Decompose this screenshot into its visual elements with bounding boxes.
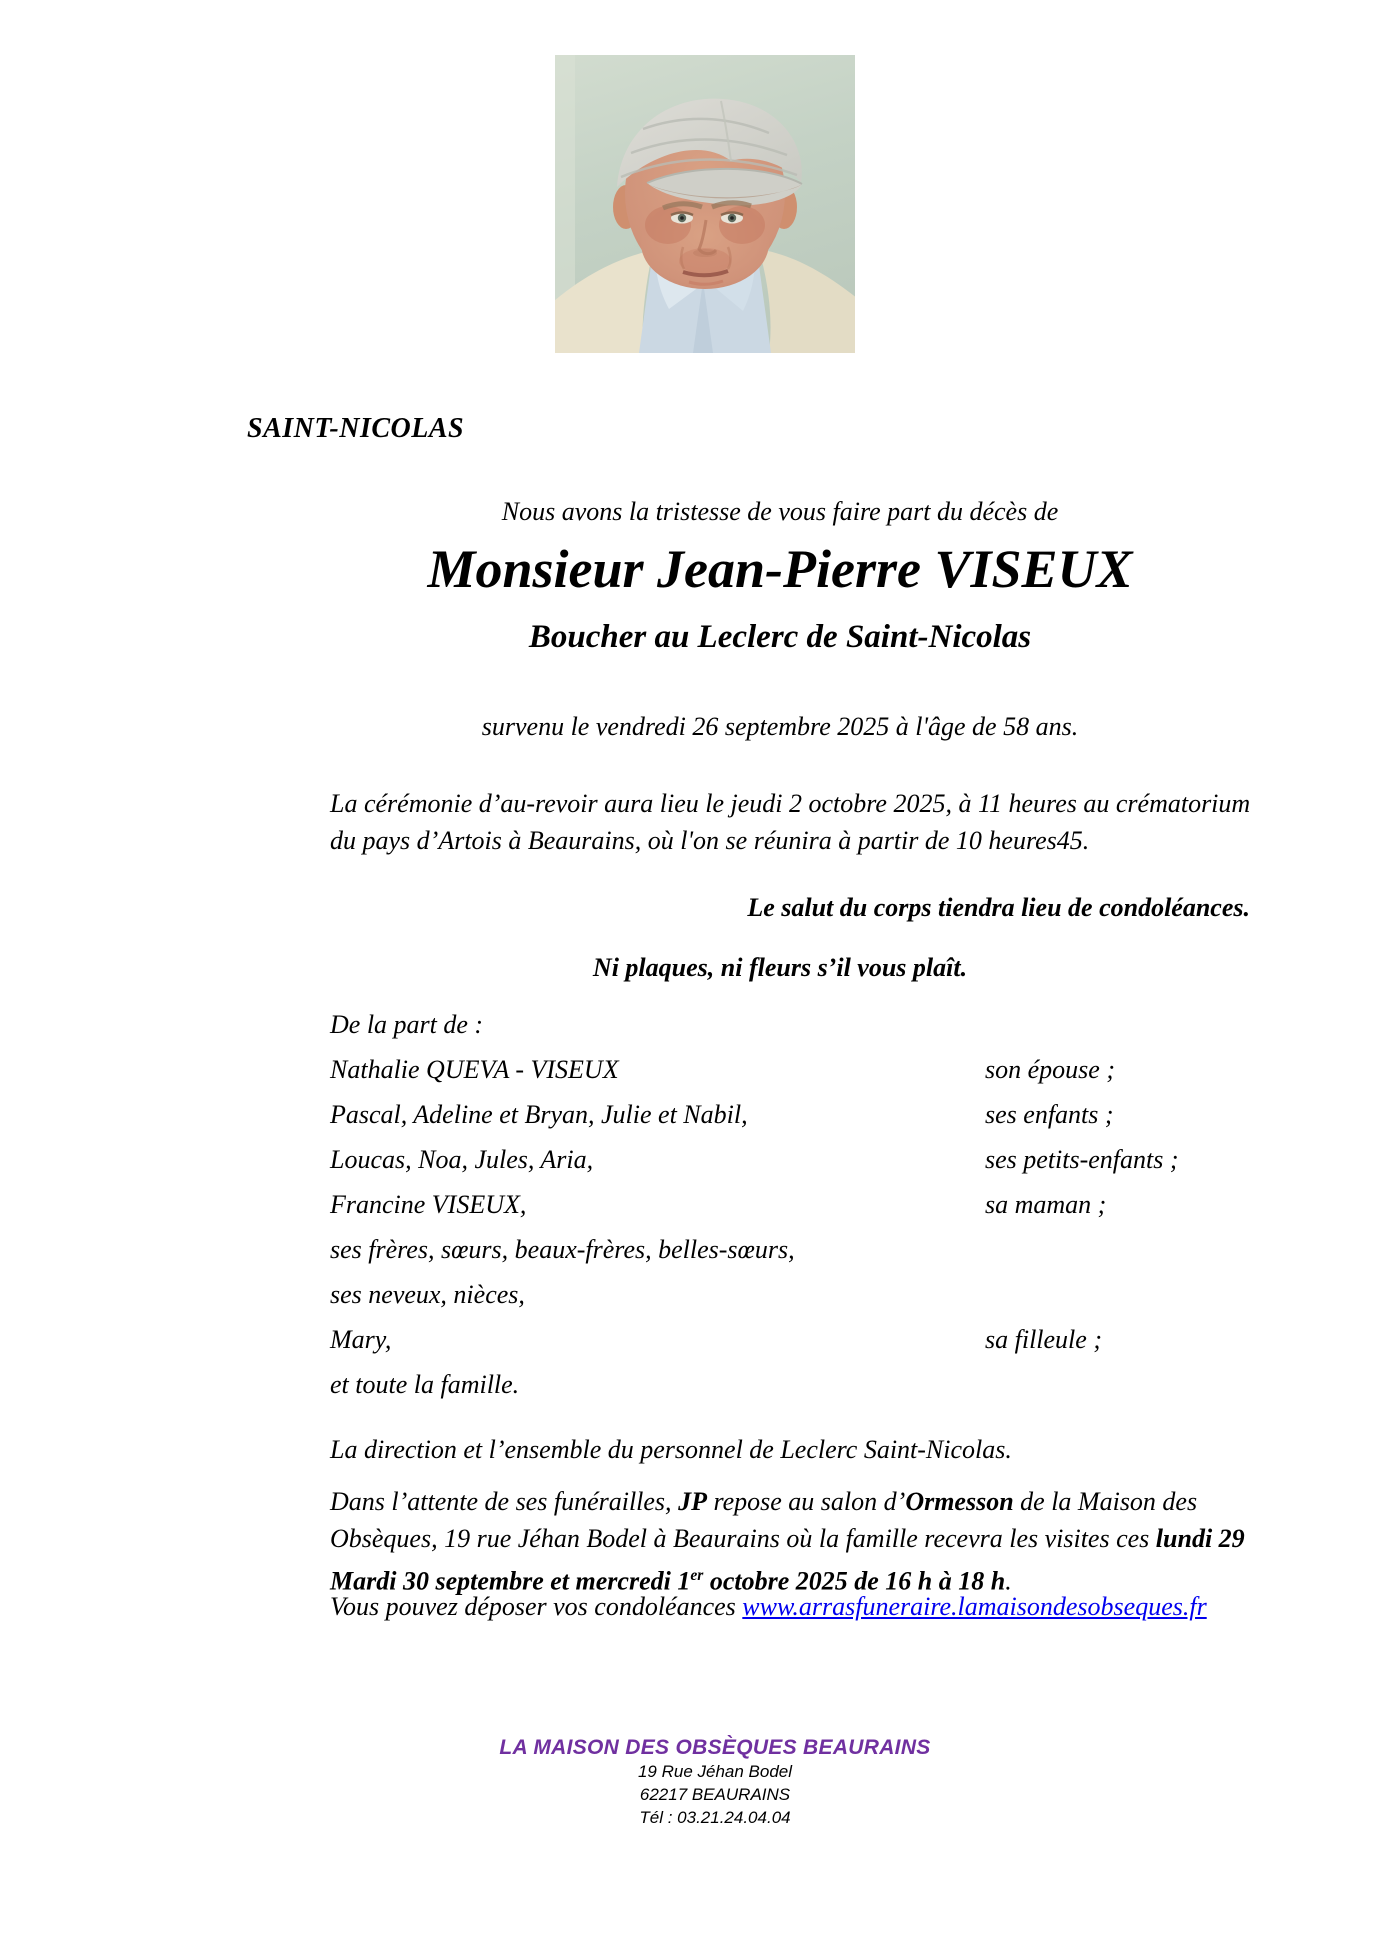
family-row — [330, 1235, 1270, 1265]
family-member-relation: ses petits-enfants ; — [985, 1145, 1179, 1174]
text-segment: repose au salon d’ — [706, 1487, 906, 1516]
portrait-photo — [555, 55, 855, 353]
text-segment: La cérémonie d’au-revoir aura lieu le jeudi 2 octobre 2025, à 11 heures au crématorium — [330, 789, 1251, 818]
deceased-occupation: Boucher au Leclerc de Saint-Nicolas — [528, 619, 1032, 655]
family-member-relation: sa filleule ; — [985, 1325, 1102, 1354]
family-row — [330, 1055, 1270, 1085]
deceased-name: Monsieur Jean-Pierre VISEUX — [427, 539, 1133, 599]
family-member-relation: sa maman ; — [985, 1190, 1107, 1219]
text-segment: octobre 2025 de 16 h à 18 h — [703, 1566, 1006, 1596]
family-member-relation: son épouse ; — [985, 1055, 1115, 1084]
funeral-home-phone: Tél : 03.21.24.04.04 — [639, 1808, 791, 1827]
no-flowers-line: Ni plaques, ni fleurs s’il vous plaît. — [592, 953, 968, 982]
text-segment: Vous pouvez déposer vos condoléances — [330, 1592, 743, 1621]
family-row — [330, 1325, 1270, 1355]
family-row — [330, 1100, 1270, 1130]
text-segment: JP — [678, 1487, 707, 1516]
family-row — [330, 1370, 1270, 1400]
family-member-names: ses frères, sœurs, beaux-frères, belles-sœurs, — [330, 1235, 795, 1264]
condolences-line — [330, 1592, 1280, 1622]
text-segment: Mardi 30 septembre et mercredi 1 — [330, 1566, 691, 1596]
death-date-line: survenu le vendredi 26 septembre 2025 à l'âge de 58 ans. — [481, 712, 1079, 741]
staff-line: La direction et l’ensemble du personnel de Leclerc Saint-Nicolas. — [330, 1435, 1012, 1464]
text-segment: Ormesson — [905, 1487, 1014, 1516]
funeral-home-name: LA MAISON DES OBSÈQUES BEAURAINS — [499, 1736, 931, 1759]
text-segment: Dans l’attente de ses funérailles, — [330, 1487, 679, 1516]
text-segment: du pays d’Artois à Beaurains, où l'on se réunira à partir de 10 heures45. — [330, 826, 1090, 855]
family-member-names: ses neveux, nièces, — [330, 1280, 525, 1309]
funeral-home-address-street: 19 Rue Jéhan Bodel — [637, 1762, 793, 1781]
salute-line: Le salut du corps tiendra lieu de condoléances. — [747, 893, 1250, 922]
text-segment: . — [1005, 1566, 1012, 1596]
family-row — [330, 1145, 1270, 1175]
ceremony-paragraph — [330, 785, 1270, 859]
family-member-relation: ses enfants ; — [985, 1100, 1114, 1129]
from-label: De la part de : — [330, 1010, 484, 1039]
family-member-names: Nathalie QUEVA - VISEUX — [330, 1055, 619, 1084]
text-segment: lundi 29 — [1155, 1524, 1245, 1553]
repose-paragraph — [330, 1483, 1280, 1600]
funeral-home-footer — [315, 1736, 1115, 1829]
family-member-names: Loucas, Noa, Jules, Aria, — [330, 1145, 594, 1174]
family-row — [330, 1190, 1270, 1220]
text-segment: de la Maison des — [1013, 1487, 1198, 1516]
funeral-home-address-city: 62217 BEAURAINS — [639, 1785, 791, 1804]
family-row — [330, 1280, 1270, 1310]
text-segment: er — [690, 1567, 704, 1584]
family-member-names: Pascal, Adeline et Bryan, Julie et Nabil, — [330, 1100, 748, 1129]
announcement-intro: Nous avons la tristesse de vous faire part du décès de — [501, 497, 1059, 526]
family-member-names: Mary, — [330, 1325, 392, 1354]
family-member-names: et toute la famille. — [330, 1370, 520, 1399]
condolences-link[interactable]: www.arrasfuneraire.lamaisondesobseques.fr — [742, 1592, 1207, 1621]
town-label: SAINT-NICOLAS — [247, 413, 465, 444]
text-segment: Obsèques, 19 rue Jéhan Bodel à Beaurains où la famille recevra les visites ces — [330, 1524, 1156, 1553]
family-member-names: Francine VISEUX, — [330, 1190, 527, 1219]
